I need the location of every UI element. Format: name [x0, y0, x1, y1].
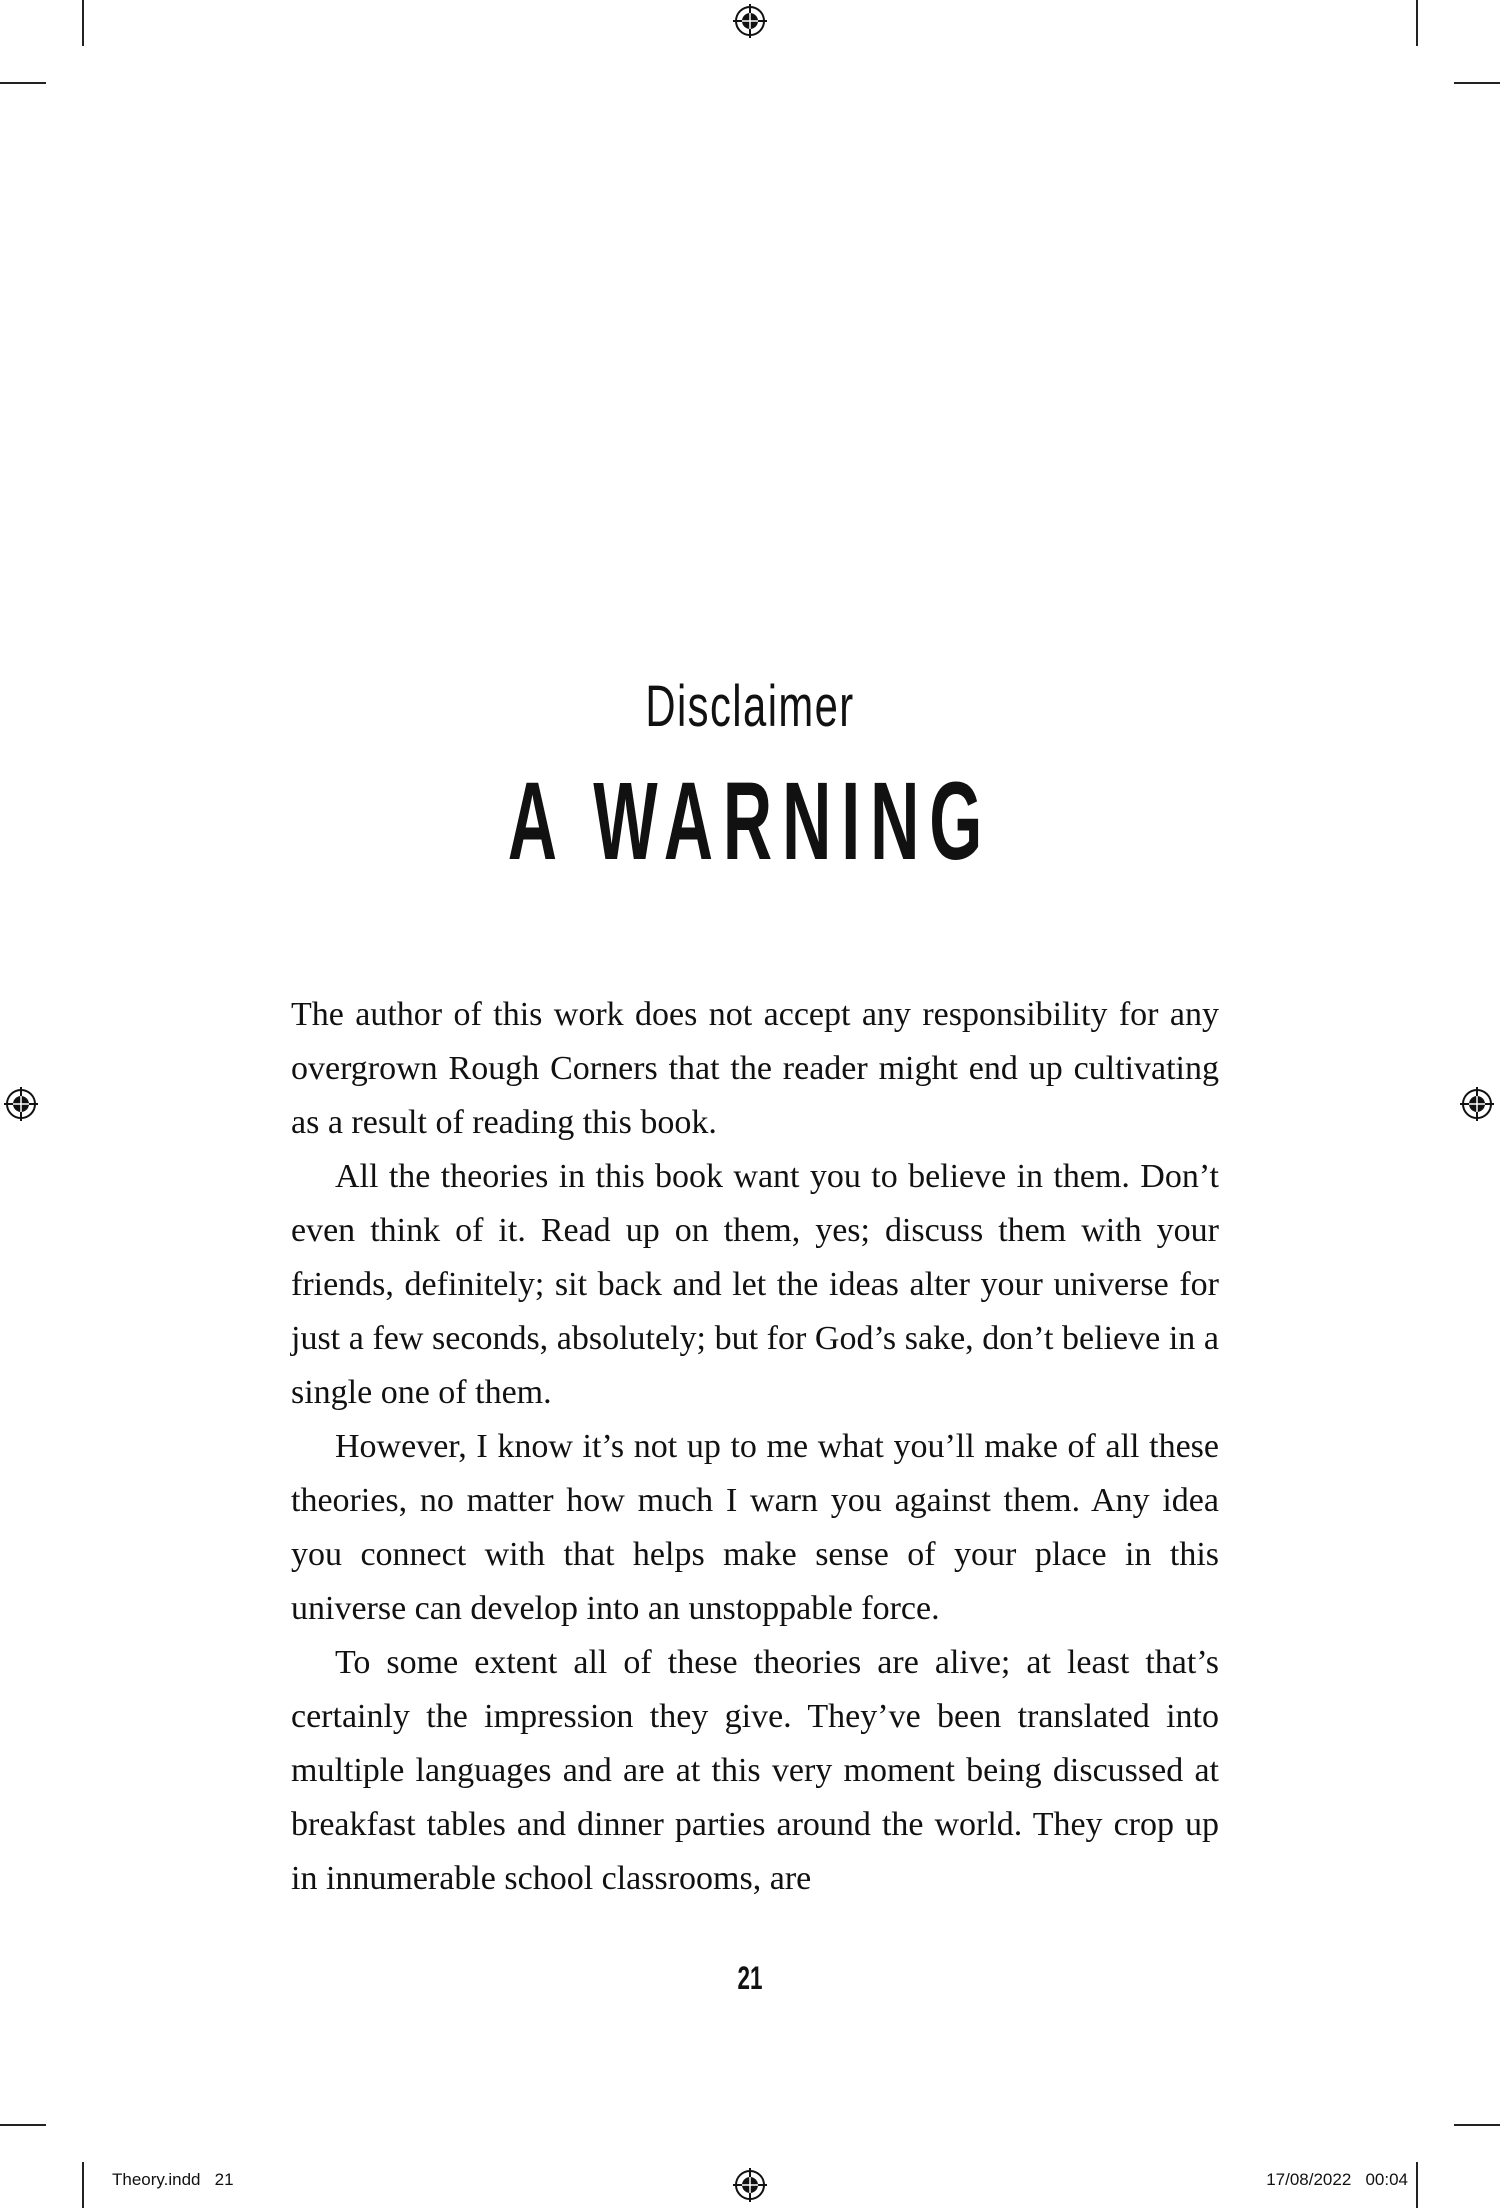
crop-mark	[82, 2162, 84, 2208]
crop-mark	[1416, 0, 1418, 46]
crop-mark	[82, 0, 84, 46]
paragraph: All the theories in this book want you to believe in them. Don’t even think of it. Read up on them, yes; discuss them with your friends, definitely; sit back and let the ideas alter your universe for just a few seconds, absolutely; but for God’s sake, don’t believe in a single one of them.	[291, 1158, 1219, 1411]
paragraph: However, I know it’s not up to me what you’ll make of all these theories, no matter how much I warn you against them. Any idea you connect with that helps make sense of your place in this universe can develop into an unstoppable force.	[291, 1428, 1219, 1627]
paragraph: To some extent all of these theories are alive; at least that’s certainly the impression they give. They’ve been translated into multiple languages and are at this very moment being discussed at breakfast tables and dinner parties around the world. They crop up in innumerable school classrooms, are	[291, 1644, 1219, 1897]
registration-mark-icon	[733, 2168, 767, 2202]
registration-mark-icon	[4, 1087, 38, 1121]
slug-filename: Theory.indd 21	[112, 2170, 234, 2189]
body-text	[291, 988, 1219, 1906]
paragraph: The author of this work does not accept any responsibility for any overgrown Rough Corners that the reader might end up cultivating as a result of reading this book.	[291, 996, 1219, 1141]
chapter-subtitle: Disclaimer	[645, 674, 855, 739]
chapter-title: A WARNING	[507, 760, 993, 883]
crop-mark	[0, 2124, 46, 2126]
crop-mark	[1416, 2162, 1418, 2208]
slug-timestamp: 17/08/2022 00:04	[1266, 2170, 1408, 2189]
crop-mark	[0, 82, 46, 84]
crop-mark	[1454, 2124, 1500, 2126]
crop-mark	[1454, 82, 1500, 84]
registration-mark-icon	[733, 4, 767, 38]
registration-mark-icon	[1460, 1087, 1494, 1121]
page-number: 21	[737, 1960, 763, 1996]
